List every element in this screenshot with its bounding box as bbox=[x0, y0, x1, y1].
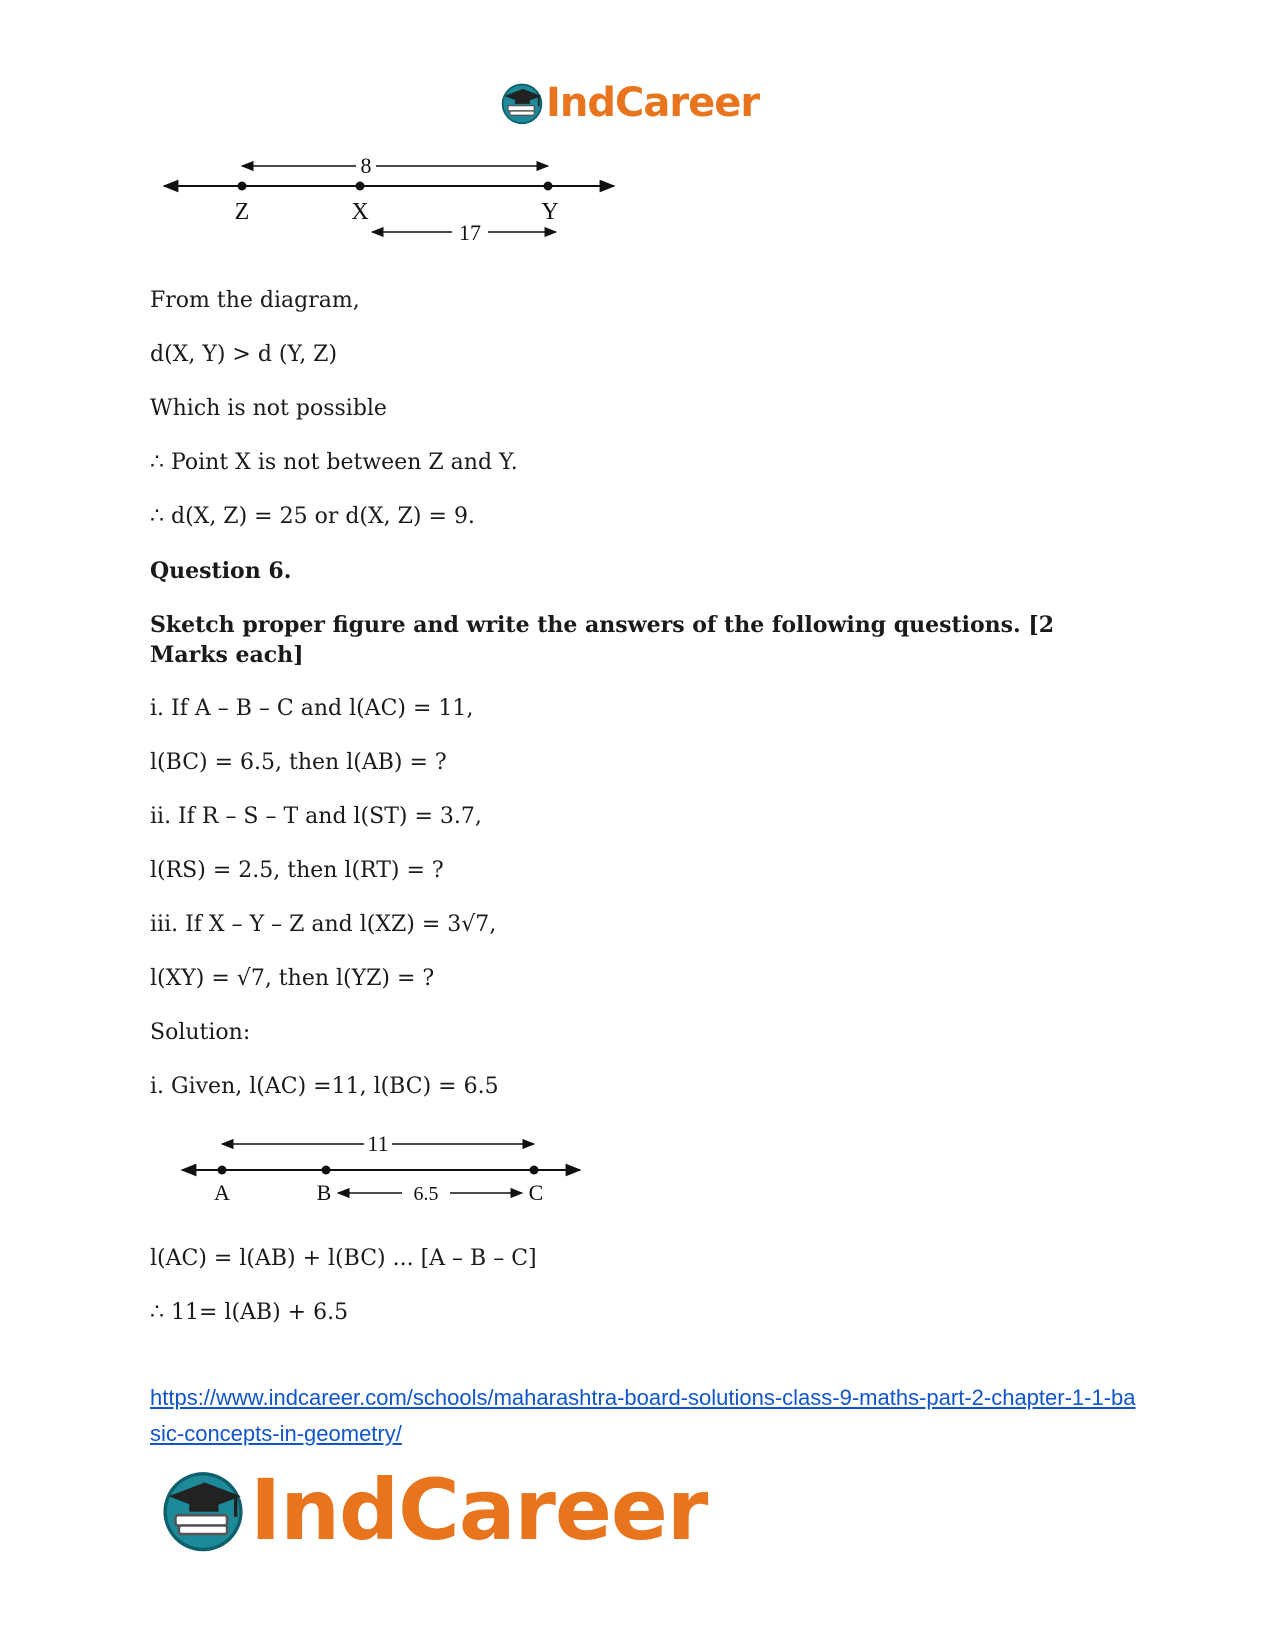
sub-question-iii-b: l(XY) = √7, then l(YZ) = ? bbox=[150, 966, 435, 991]
point-z-label: Z bbox=[234, 199, 250, 225]
point-b-label: B bbox=[316, 1180, 332, 1205]
solution-given: i. Given, l(AC) =11, l(BC) = 6.5 bbox=[150, 1074, 499, 1099]
sub-question-iii-a: iii. If X – Y – Z and l(XZ) = 3√7, bbox=[150, 912, 497, 937]
point-x-label: X bbox=[351, 199, 369, 225]
sub-question-ii-b: l(RS) = 2.5, then l(RT) = ? bbox=[150, 858, 444, 883]
graduation-globe-icon bbox=[160, 1467, 246, 1553]
indcareer-logo-bottom bbox=[160, 1461, 708, 1559]
question-text: Sketch proper figure and write the answers of the following questions. [2 Marks each] bbox=[150, 612, 1055, 668]
diagram1-label-top: 8 bbox=[360, 153, 372, 178]
point-y-label: Y bbox=[541, 199, 559, 225]
line-diagram-zxy bbox=[160, 148, 620, 248]
diagram1-label-bottom: 17 bbox=[459, 220, 481, 245]
graduation-globe-icon bbox=[500, 81, 544, 125]
sub-question-i-b: l(BC) = 6.5, then l(AB) = ? bbox=[150, 750, 447, 775]
point-a-label: A bbox=[214, 1180, 230, 1205]
diagram2-label-bottom: 6.5 bbox=[413, 1183, 439, 1205]
source-url-link[interactable]: https://www.indcareer.com/schools/maharashtra-board-solutions-class-9-maths-part-2-chapter-1-1-basic-concepts-in-geometry/ bbox=[150, 1385, 1136, 1446]
brand-name-top: IndCareer bbox=[546, 80, 760, 126]
equation-segment-sum: l(AC) = l(AB) + l(BC) ... [A – B – C] bbox=[150, 1246, 537, 1271]
point-c-label: C bbox=[528, 1180, 544, 1205]
line-diagram-abc bbox=[178, 1128, 588, 1208]
indcareer-logo-top bbox=[500, 80, 759, 126]
diagram2-label-top: 11 bbox=[367, 1131, 389, 1156]
text-not-possible: Which is not possible bbox=[150, 396, 387, 421]
sub-question-i-a: i. If A – B – C and l(AC) = 11, bbox=[150, 696, 474, 721]
question-title: Question 6. bbox=[150, 558, 292, 584]
text-inequality: d(X, Y) > d (Y, Z) bbox=[150, 342, 338, 367]
sub-question-ii-a: ii. If R – S – T and l(ST) = 3.7, bbox=[150, 804, 482, 829]
brand-name-bottom: IndCareer bbox=[250, 1461, 708, 1559]
text-from-diagram: From the diagram, bbox=[150, 288, 360, 313]
text-not-between: ∴ Point X is not between Z and Y. bbox=[150, 450, 518, 475]
equation-substitution: ∴ 11= l(AB) + 6.5 bbox=[150, 1300, 349, 1325]
solution-heading: Solution: bbox=[150, 1020, 251, 1045]
text-distance-result: ∴ d(X, Z) = 25 or d(X, Z) = 9. bbox=[150, 504, 475, 529]
